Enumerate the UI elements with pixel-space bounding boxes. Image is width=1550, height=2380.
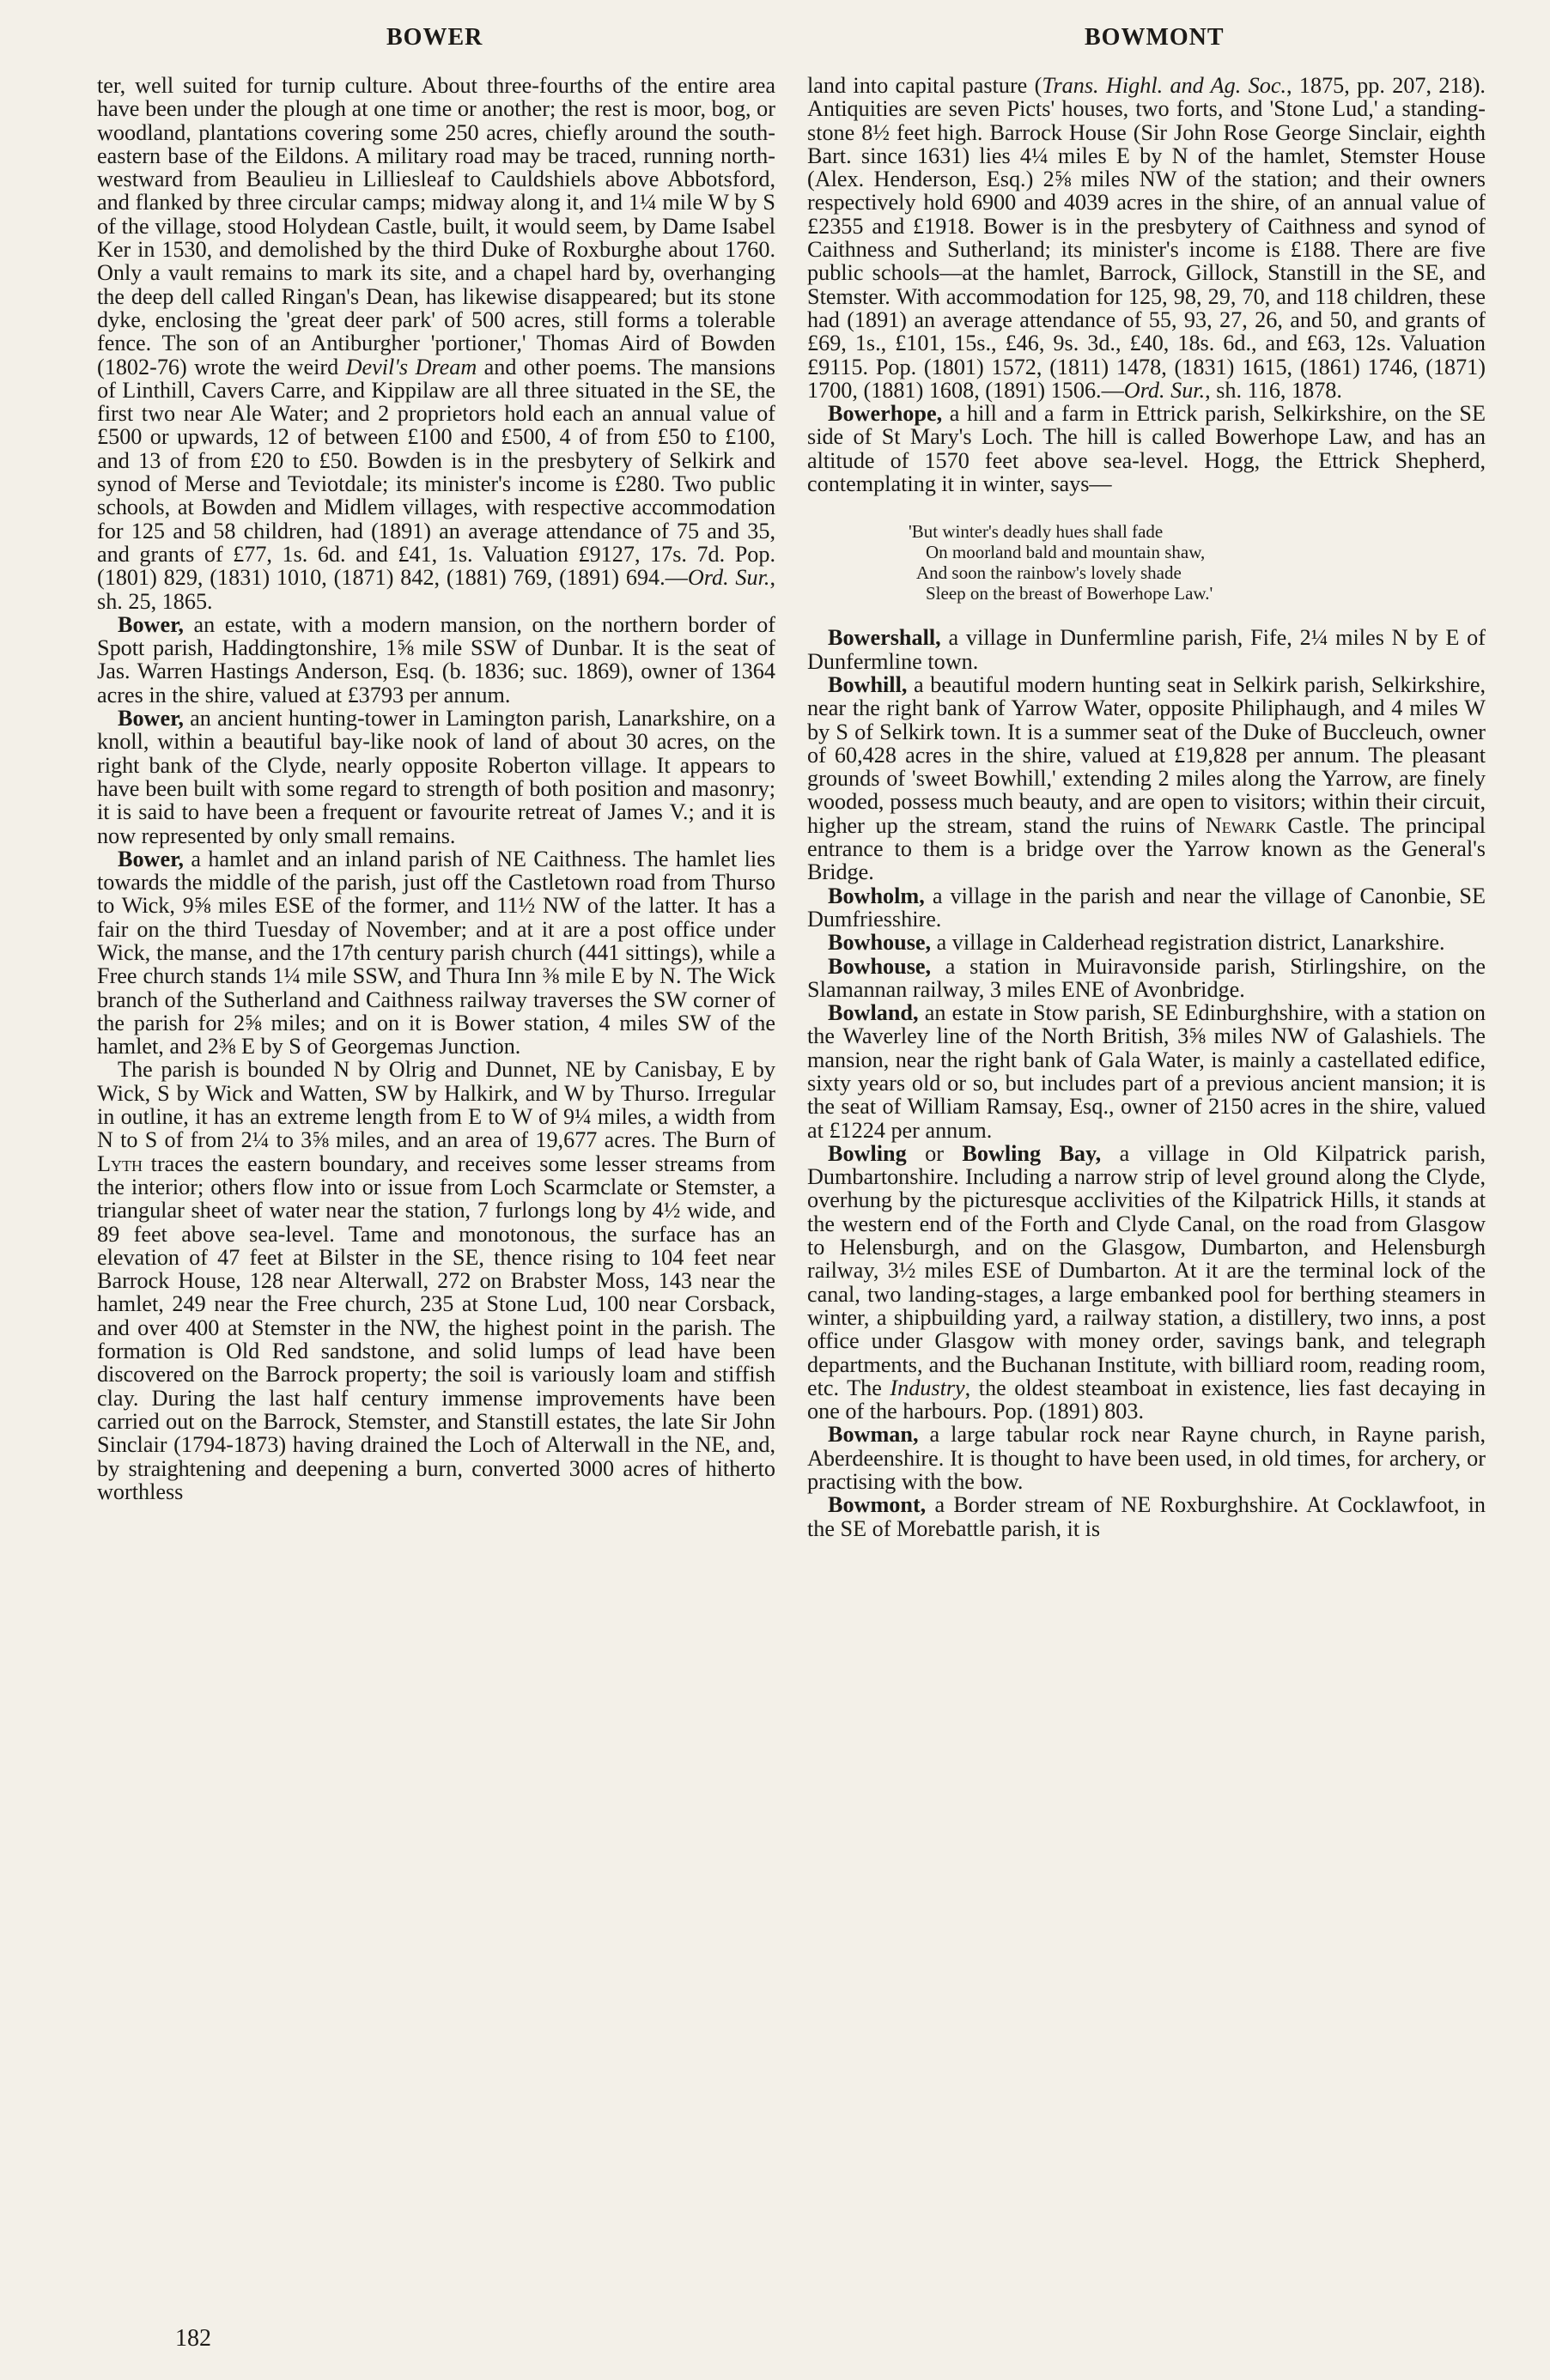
- entry-bowhouse-station: [807, 955, 1486, 1002]
- entry-text: a Border stream of NE Roxburghshire. At Cocklawfoot, in the SE of Morebattle parish, it is: [807, 1492, 1486, 1541]
- entry-bowhill: [807, 673, 1486, 884]
- header-right-word: BOWMONT: [1085, 24, 1225, 51]
- italic-reference: Ord. Sur.: [1123, 377, 1206, 403]
- entry-headword: Bowershall,: [828, 625, 941, 651]
- entry-text: , the oldest steamboat in existence, lies fast decaying in one of the harbours. Pop. (1891) 803.: [807, 1375, 1486, 1424]
- paragraph-text: The parish is bounded N by Olrig and Dunnet, NE by Canisbay, E by Wick, S by Wick and Watten, SW by Halkirk, and W by Thurso. Irregular in outline, it has an extreme length from E to W of 9¼ miles, a width from N to S of from 2¼ to 3⅝ miles, and an area of 19,677 acres. The Burn of: [97, 1057, 775, 1153]
- entry-headword: Bowerhope,: [828, 401, 943, 427]
- entry-bowman: [807, 1423, 1486, 1493]
- entry-text: a hamlet and an inland parish of NE Caithness. The hamlet lies towards the middle of the parish, just off the Castletown road from Thurso to Wick, 9⅝ miles ESE of the former, and 11½ NW of the latter. It has a fair on the third Tuesday of November; and at it are a post office under Wick, the manse, and the 17th century parish church (441 sittings), while a Free church stands 1¼ mile SSW, and Thura Inn ⅜ mile E by N. The Wick branch of the Sutherland and Caithness railway traverses the SW corner of the parish for 2⅝ miles; and on it is Bower station, 4 miles SW of the hamlet, and 2⅜ E by S of Georgemas Junction.: [97, 846, 775, 1059]
- entry-headword: Bowhouse,: [828, 953, 932, 979]
- continued-paragraph: [807, 74, 1486, 402]
- entry-bowland: [807, 1001, 1486, 1142]
- entry-headword: Bowholm,: [828, 883, 925, 908]
- verse-line: Sleep on the breast of Bowerhope Law.': [926, 583, 1213, 604]
- entry-text: a village in Dunfermline parish, Fife, 2¼ miles N by E of Dunfermline town.: [807, 625, 1486, 674]
- entry-headword: Bowling Bay,: [962, 1140, 1102, 1166]
- entry-headword: Bowling: [828, 1140, 907, 1166]
- entry-bowerhope: [807, 402, 1486, 495]
- entry-text: a beautiful modern hunting seat in Selkirk parish, Selkirkshire, near the right bank of Yarrow Water, opposite Philiphaugh, and 4 miles W by S of Selkirk town. It is a summer seat of the Duke of Buccleuch, owner of 60,428 acres in the shire, valued at £19,828 per annum. The pleasant grounds of 'sweet Bowhill,' extending 2 miles along the Yarrow, are finely wooded, possess much beauty, and are open to visitors; within their circuit, higher up the stream, stand the ruins of: [807, 671, 1486, 838]
- small-caps-reference: Lyth: [97, 1151, 143, 1176]
- page-number: 182: [175, 2325, 211, 2352]
- verse-line: 'But winter's deadly hues shall fade: [909, 521, 1164, 543]
- header-left-word: BOWER: [386, 24, 483, 51]
- entry-bowholm: [807, 884, 1486, 932]
- entry-text: an estate, with a modern mansion, on the northern border of Spott parish, Haddingtonshire, 1⅝ mile SSW of Dunbar. It is the seat of Jas. Warren Hastings Anderson, Esq. (b. 1836; suc. 1869), owner of 1364 acres in the shire, valued at £3793 per annum.: [97, 611, 775, 707]
- entry-text: or: [906, 1140, 963, 1166]
- entry-text: an estate in Stow parish, SE Edinburghshire, with a station on the Waverley line of the North British, 3⅝ miles NW of Galashiels. The mansion, near the right bank of Gala Water, is mainly a castellated edifice, sixty years old or so, but includes part of a previous ancient mansion; it is the seat of William Ramsay, Esq., owner of 2150 acres in the shire, valued at £1224 per annum.: [807, 1000, 1486, 1143]
- entry-text: a village in the parish and near the village of Canonbie, SE Dumfriesshire.: [807, 883, 1486, 932]
- entry-text: a station in Muiravonside parish, Stirlingshire, on the Slamannan railway, 3 miles ENE of Avonbridge.: [807, 953, 1486, 1002]
- entry-headword: Bowland,: [828, 1000, 919, 1026]
- paragraph-text: and other poems. The mansions of Linthill, Cavers Carre, and Kippilaw are all three situated in the SE, the first two near Ale Water; and 2 proprietors hold each an annual value of £500 or upwards, 12 of between £100 and £500, 4 of from £50 to £100, and 13 of from £20 to £50. Bowden is in the presbytery of Selkirk and synod of Merse and Teviotdale; its minister's income is £280. Two public schools, at Bowden and Midlem villages, with respective accommodation for 125 and 58 children, had (1891) an average attendance of 75 and 35, and grants of £77, 1s. 6d. and £41, 1s. Valuation £9127, 17s. 7d. Pop. (1801) 829, (1831) 1010, (1871) 842, (1881) 769, (1891) 694.—: [97, 354, 775, 591]
- entry-headword: Bowhouse,: [828, 930, 932, 956]
- entry-text: a large tabular rock near Rayne church, in Rayne parish, Aberdeenshire. It is thought to have been used, in old times, for archery, or practising with the bow.: [807, 1422, 1486, 1495]
- entry-text: a hill and a farm in Ettrick parish, Selkirkshire, on the SE side of St Mary's Loch. The hill is called Bowerhope Law, and has an altitude of 1570 feet above sea-level. Hogg, the Ettrick Shepherd, contemplating it in winter, says—: [807, 401, 1486, 497]
- verse-line: And soon the rainbow's lovely shade: [916, 562, 1182, 584]
- entry-text: a village in Old Kilpatrick parish, Dumbartonshire. Including a narrow strip of level ground along the Clyde, overhung by the picturesque acclivities of the Kilpatrick Hills, it stands at the western end of the Forth and Clyde Canal, on the road from Glasgow to Helensburgh, and on the Glasgow, Dumbarton, and Helensburgh railway, 3½ miles ESE of Dumbarton. At it are the terminal lock of the canal, two landing-stages, a large embanked pool for berthing steamers in winter, a shipbuilding yard, a railway station, a distillery, two inns, a post office under Glasgow with money order, savings bank, and telegraph departments, and the Buchanan Institute, with billiard room, reading room, etc. The: [807, 1140, 1486, 1400]
- left-column: [97, 74, 775, 2332]
- entry-headword: Bower,: [118, 846, 184, 871]
- verse-line: On moorland bald and mountain shaw,: [926, 542, 1206, 563]
- entry-bower-tower: [97, 707, 775, 847]
- right-column: [807, 74, 1486, 2332]
- italic-reference: Trans. Highl. and Ag. Soc.: [1042, 74, 1286, 98]
- entry-bowling: [807, 1142, 1486, 1424]
- paragraph-text: ter, well suited for turnip culture. About three-fourths of the entire area have been under the plough at one time or another; the rest is moor, bog, or woodland, plantations covering some 250 acres, chiefly around the south-eastern base of the Eildons. A military road may be traced, running north-westward from Beaulieu in Lilliesleaf to Cauldshiels above Abbotsford, and flanked by three circular camps; midway along it, and 1¼ mile W by S of the village, stood Holydean Castle, built, it would seem, by Dame Isabel Ker in 1530, and demolished by the third Duke of Roxburghe about 1760. Only a vault remains to mark its site, and a chapel hard by, overhanging the deep dell called Ringan's Dean, has likewise disappeared; but its stone dyke, enclosing the 'great deer park' of 500 acres, still forms a tolerable fence. The son of an Antiburgher 'portioner,' Thomas Aird of Bowden (1802-76) wrote the weird: [97, 74, 775, 379]
- entry-bowhouse-village: [807, 931, 1486, 954]
- entry-bower-parish-continued: [97, 1058, 775, 1503]
- paragraph-text: , sh. 25, 1865.: [97, 565, 775, 614]
- running-header: [0, 24, 1550, 58]
- entry-text: an ancient hunting-tower in Lamington parish, Lanarkshire, on a knoll, within a beautiful bay-like nook of land of about 30 acres, on the right bank of the Clyde, nearly opposite Roberton village. It appears to have been built with some regard to strength of both position and masonry; it is said to have been a frequent or favourite retreat of James V.; and it is now represented by only small remains.: [97, 706, 775, 848]
- entry-bowmont: [807, 1493, 1486, 1540]
- entry-bowershall: [807, 626, 1486, 673]
- continued-paragraph: [97, 74, 775, 613]
- entry-headword: Bower,: [118, 706, 184, 732]
- paragraph-text: land into capital pasture (: [807, 74, 1042, 98]
- paragraph-text: traces the eastern boundary, and receives some lesser streams from the interior; others flow into or issue from Loch Scarmclate or Stemster, a triangular sheet of water near the station, 7 furlongs long by 4½ wide, and 89 feet above sea-level. Tame and monotonous, the surface has an elevation of 47 feet at Bilster in the SE, thence rising to 104 feet near Barrock House, 128 near Alterwall, 272 on Brabster Moss, 143 near the hamlet, 249 near the Free church, 235 at Stone Lud, 100 near Corsback, and over 400 at Stemster in the NW, the highest point in the parish. The formation is Old Red sandstone, and solid lumps of lead have been discovered on the Barrock property; the soil is variously loam and stiffish clay. During the last half century immense improvements have been carried out on the Barrock, Stemster, and Stanstill estates, the late Sir John Sinclair (1794-1873) having drained the Loch of Alterwall in the NE, and, by straightening and deepening a burn, converted 3000 acres of hitherto worthless: [97, 1151, 775, 1504]
- verse-quotation: [807, 521, 1486, 604]
- small-caps-reference: Newark: [1205, 812, 1277, 838]
- entry-headword: Bower,: [118, 611, 184, 637]
- paragraph-text: , sh. 116, 1878.: [1205, 377, 1342, 403]
- italic-ship-name: Industry: [890, 1375, 965, 1400]
- italic-reference: Ord. Sur.: [687, 565, 770, 591]
- entry-bower-parish: [97, 847, 775, 1059]
- entry-headword: Bowmont,: [828, 1492, 927, 1518]
- entry-text: a village in Calderhead registration district, Lanarkshire.: [931, 930, 1445, 956]
- entry-text: Castle. The principal entrance to them is a bridge over the Yarrow known as the General's Bridge.: [807, 812, 1486, 885]
- entry-bower-estate: [97, 613, 775, 707]
- paragraph-text: , 1875, pp. 207, 218). Antiquities are seven Picts' houses, two forts, and 'Stone Lud,' a standing-stone 8½ feet high. Barrock House (Sir John Rose George Sinclair, eighth Bart. since 1631) lies 4¼ miles E by N of the hamlet, Stemster House (Alex. Henderson, Esq.) 2⅝ miles NW of the station; and their owners respectively hold 6900 and 4039 acres in the shire, of an annual value of £2355 and £1918. Bower is in the presbytery of Caithness and synod of Caithness and Sutherland; its minister's income is £188. There are five public schools—at the hamlet, Barrock, Gillock, Stanstill in the SE, and Stemster. With accommodation for 125, 98, 29, 70, and 118 children, these had (1891) an average attendance of 55, 93, 27, 26, and 50, and grants of £69, 1s., £101, 15s., £46, 9s. 3d., £40, 18s. 6d., and £63, 12s. Valuation £9115. Pop. (1801) 1572, (1811) 1478, (1831) 1615, (1861) 1746, (1871) 1700, (1881) 1608, (1891) 1506.—: [807, 74, 1486, 403]
- entry-headword: Bowman,: [828, 1422, 919, 1448]
- italic-title: Devil's Dream: [345, 354, 477, 379]
- entry-headword: Bowhill,: [828, 671, 908, 697]
